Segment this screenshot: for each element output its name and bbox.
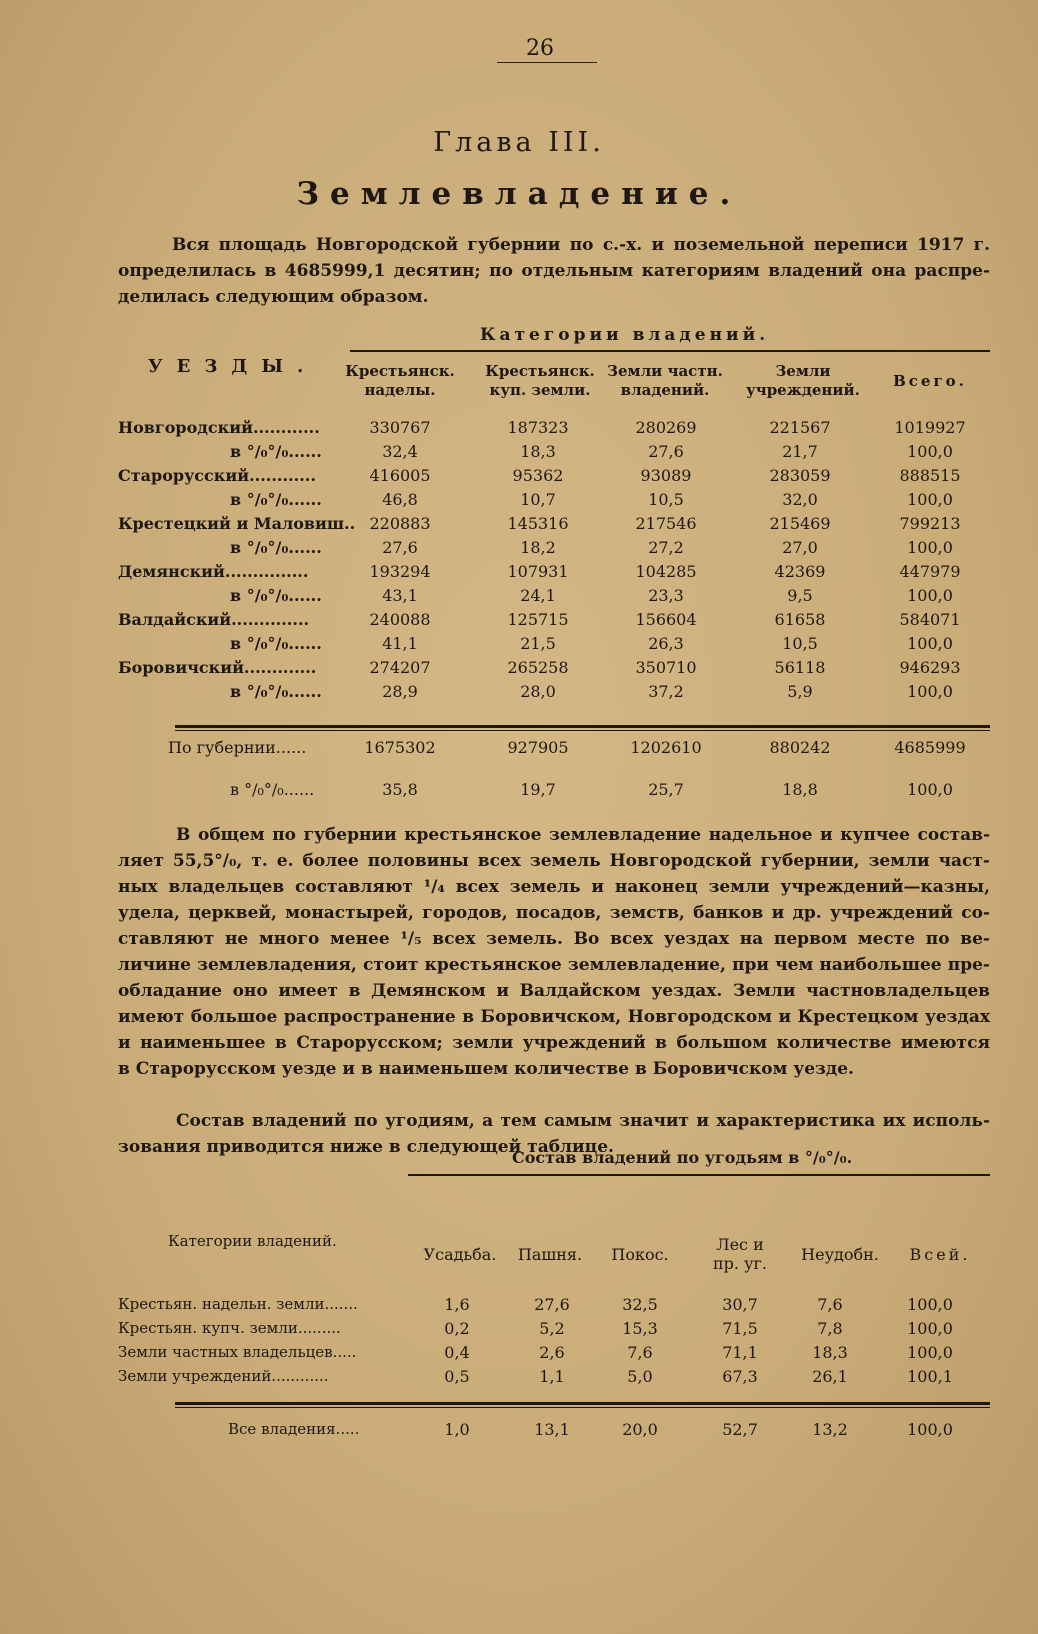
table1-group-title: Категории владений. (480, 325, 770, 345)
land-use-cell: 0,2 (444, 1319, 470, 1338)
district-value-cell: 215469 (769, 514, 831, 533)
analysis-paragraph (118, 822, 990, 1082)
district-name: Крестецкий и Маловиш.. (118, 514, 356, 533)
district-percent-cell: 26,3 (648, 634, 684, 653)
land-use-cell: 18,3 (812, 1343, 848, 1362)
intro-paragraph (118, 232, 990, 310)
district-value-cell: 265258 (507, 658, 569, 677)
province-total-percent-cell: 25,7 (648, 780, 684, 799)
district-percent-cell: 28,0 (520, 682, 556, 701)
land-use-cell: 5,0 (627, 1367, 653, 1386)
district-value-cell: 584071 (899, 610, 961, 629)
district-percent-cell: 10,7 (520, 490, 556, 509)
district-value-cell: 193294 (369, 562, 431, 581)
land-use-cell: 7,6 (817, 1295, 843, 1314)
body-line: ставляют не много менее ¹/₅ всех земель. Во всех уездах на первом месте по ве- (118, 929, 990, 949)
district-percent-cell: 23,3 (648, 586, 684, 605)
land-use-cell: 100,0 (907, 1295, 953, 1314)
district-value-cell: 187323 (507, 418, 569, 437)
body-line: и наименьшее в Старорусском; земли учреждений в большом количестве имеются (118, 1033, 990, 1053)
district-value-cell: 799213 (899, 514, 961, 533)
district-name: Новгородский............ (118, 418, 320, 437)
table2-title: Состав владений по угодьям в °/₀°/₀. (512, 1148, 853, 1167)
district-name: Старорусский............ (118, 466, 316, 485)
col-header-arable: Пашня. (517, 1245, 583, 1264)
district-value-cell: 104285 (635, 562, 697, 581)
district-value-cell: 221567 (769, 418, 831, 437)
district-percent-cell: 10,5 (648, 490, 684, 509)
district-value-cell: 1019927 (894, 418, 966, 437)
land-use-cell: 1,1 (539, 1367, 565, 1386)
land-use-cell: 0,4 (444, 1343, 470, 1362)
district-name: Демянский............... (118, 562, 309, 581)
province-total-percent-cell: 19,7 (520, 780, 556, 799)
land-use-cell: 71,1 (722, 1343, 758, 1362)
col-header-peasant-bought: Крестьянск. куп. земли. (485, 362, 595, 399)
body-line: имеют большое распространение в Боровичском, Новгородском и Крестецком уездах (118, 1007, 990, 1027)
district-percent-cell: 41,1 (382, 634, 418, 653)
district-percent-cell: 100,0 (907, 538, 953, 557)
body2-line: Состав владений по угодиям, а тем самым значит и характеристика их исполь- (176, 1111, 990, 1131)
land-use-cell: 15,3 (622, 1319, 658, 1338)
district-value-cell: 283059 (769, 466, 831, 485)
table1-row-header: УЕЗДЫ. (148, 356, 318, 377)
district-value-cell: 56118 (774, 658, 826, 677)
district-value-cell: 125715 (507, 610, 569, 629)
district-value-cell: 888515 (899, 466, 961, 485)
district-name: Боровичский............. (118, 658, 317, 677)
district-value-cell: 330767 (369, 418, 431, 437)
province-total-label: По губернии...... (168, 738, 307, 757)
percent-row-label: в °/₀°/₀...... (230, 442, 322, 461)
intro-line: делилась следующим образом. (118, 287, 429, 307)
land-use-cell: 100,1 (907, 1367, 953, 1386)
district-percent-cell: 24,1 (520, 586, 556, 605)
all-holdings-cell: 20,0 (622, 1420, 658, 1439)
page-number: 26 (526, 36, 554, 61)
district-percent-cell: 27,2 (648, 538, 684, 557)
district-name: Валдайский.............. (118, 610, 310, 629)
district-percent-cell: 100,0 (907, 586, 953, 605)
category-name: Земли учреждений............ (118, 1367, 329, 1385)
col-header-meadow: Покос. (611, 1245, 669, 1264)
district-percent-cell: 9,5 (787, 586, 813, 605)
province-total-percent-cell: 35,8 (382, 780, 418, 799)
body-line: личине землевладения, стоит крестьянское землевладение, при чем наибольшее пре- (118, 955, 990, 975)
district-percent-cell: 100,0 (907, 634, 953, 653)
district-percent-cell: 27,0 (782, 538, 818, 557)
page-number-rule (497, 62, 597, 63)
land-use-cell: 1,6 (444, 1295, 470, 1314)
col-header-institutions: Земли учреждений. (746, 362, 860, 399)
intro-line: Вся площадь Новгородской губернии по с.-х. и поземельной переписи 1917 г. (172, 235, 990, 255)
table2-total-rule-thin (175, 1407, 990, 1408)
district-value-cell: 93089 (640, 466, 692, 485)
col-header-total: Всего. (893, 372, 967, 390)
all-holdings-cell: 13,2 (812, 1420, 848, 1439)
body-line: В общем по губернии крестьянское землевладение надельное и купчее состав- (176, 825, 990, 845)
district-percent-cell: 32,0 (782, 490, 818, 509)
table2-total-rule (175, 1402, 990, 1405)
district-percent-cell: 21,7 (782, 442, 818, 461)
col-header-forest: Лес и пр. уг. (713, 1235, 767, 1273)
district-percent-cell: 27,6 (648, 442, 684, 461)
province-total-percent-cell: 18,8 (782, 780, 818, 799)
land-use-cell: 30,7 (722, 1295, 758, 1314)
all-holdings-cell: 52,7 (722, 1420, 758, 1439)
col-header-private: Земли частн. владений. (607, 362, 723, 399)
district-value-cell: 61658 (774, 610, 826, 629)
table1-total-rule (175, 725, 990, 728)
district-percent-cell: 100,0 (907, 682, 953, 701)
land-use-cell: 27,6 (534, 1295, 570, 1314)
district-percent-cell: 27,6 (382, 538, 418, 557)
district-percent-cell: 37,2 (648, 682, 684, 701)
district-value-cell: 145316 (507, 514, 569, 533)
all-holdings-cell: 100,0 (907, 1420, 953, 1439)
percent-row-label: в °/₀°/₀...... (230, 780, 315, 799)
percent-row-label: в °/₀°/₀...... (230, 634, 322, 653)
percent-row-label: в °/₀°/₀...... (230, 490, 322, 509)
body-line: в Старорусском уезде и в наименьшем количестве в Боровичском уезде. (118, 1059, 854, 1079)
intro-line: определилась в 4685999,1 десятин; по отдельным категориям владений она распре- (118, 261, 990, 281)
col-header-homestead: Усадьба. (423, 1245, 497, 1264)
province-total-cell: 1675302 (364, 738, 436, 757)
percent-row-label: в °/₀°/₀...... (230, 538, 322, 557)
district-value-cell: 107931 (507, 562, 569, 581)
district-value-cell: 946293 (899, 658, 961, 677)
province-total-cell: 1202610 (630, 738, 702, 757)
province-total-percent-cell: 100,0 (907, 780, 953, 799)
category-name: Земли частных владельцев..... (118, 1343, 357, 1361)
all-holdings-cell: 13,1 (534, 1420, 570, 1439)
district-value-cell: 156604 (635, 610, 697, 629)
body2-line: зования приводится ниже в следующей таблице. (118, 1137, 614, 1157)
district-percent-cell: 5,9 (787, 682, 813, 701)
district-percent-cell: 21,5 (520, 634, 556, 653)
district-percent-cell: 10,5 (782, 634, 818, 653)
chapter-title: Глава III. (433, 127, 605, 158)
district-percent-cell: 18,2 (520, 538, 556, 557)
body-line: обладание оно имеет в Демянском и Валдайском уездах. Земли частновладельцев (118, 981, 990, 1001)
percent-row-label: в °/₀°/₀...... (230, 682, 322, 701)
land-use-cell: 71,5 (722, 1319, 758, 1338)
district-value-cell: 240088 (369, 610, 431, 629)
body-line: ных владельцев составляют ¹/₄ всех земель и наконец земли учреждений—казны, (118, 877, 990, 897)
district-value-cell: 217546 (635, 514, 697, 533)
table1-header-rule (350, 350, 990, 352)
district-percent-cell: 100,0 (907, 442, 953, 461)
district-percent-cell: 18,3 (520, 442, 556, 461)
land-use-cell: 7,8 (817, 1319, 843, 1338)
table2-header-rule (408, 1174, 990, 1176)
land-use-cell: 0,5 (444, 1367, 470, 1386)
category-name: Крестьян. надельн. земли....... (118, 1295, 358, 1313)
land-use-cell: 32,5 (622, 1295, 658, 1314)
body-line: удела, церквей, монастырей, городов, посадов, земств, банков и др. учреждений со- (118, 903, 990, 923)
section-heading: Землевладение. (296, 176, 742, 212)
all-holdings-label: Все владения..... (228, 1420, 360, 1438)
district-value-cell: 274207 (369, 658, 431, 677)
province-total-cell: 880242 (769, 738, 831, 757)
district-percent-cell: 32,4 (382, 442, 418, 461)
district-value-cell: 416005 (369, 466, 431, 485)
district-percent-cell: 28,9 (382, 682, 418, 701)
district-value-cell: 280269 (635, 418, 697, 437)
land-use-cell: 2,6 (539, 1343, 565, 1362)
land-use-cell: 67,3 (722, 1367, 758, 1386)
district-value-cell: 220883 (369, 514, 431, 533)
province-total-cell: 927905 (507, 738, 569, 757)
table1-total-rule-thin (175, 730, 990, 731)
land-use-cell: 100,0 (907, 1319, 953, 1338)
district-percent-cell: 43,1 (382, 586, 418, 605)
col-header-all: Всей. (909, 1245, 971, 1264)
table2-row-header: Категории владений. (168, 1232, 337, 1250)
land-use-cell: 7,6 (627, 1343, 653, 1362)
col-header-peasant-allot: Крестьянск. наделы. (345, 362, 455, 399)
land-use-cell: 5,2 (539, 1319, 565, 1338)
district-value-cell: 95362 (512, 466, 564, 485)
province-total-cell: 4685999 (894, 738, 966, 757)
col-header-unusable: Неудобн. (801, 1245, 879, 1264)
percent-row-label: в °/₀°/₀...... (230, 586, 322, 605)
all-holdings-cell: 1,0 (444, 1420, 470, 1439)
district-value-cell: 447979 (899, 562, 961, 581)
district-percent-cell: 46,8 (382, 490, 418, 509)
land-use-cell: 100,0 (907, 1343, 953, 1362)
body-line: ляет 55,5°/₀, т. е. более половины всех земель Новгородской губернии, земли част- (118, 851, 990, 871)
district-percent-cell: 100,0 (907, 490, 953, 509)
district-value-cell: 42369 (774, 562, 826, 581)
land-use-cell: 26,1 (812, 1367, 848, 1386)
category-name: Крестьян. купч. земли......... (118, 1319, 341, 1337)
district-value-cell: 350710 (635, 658, 697, 677)
